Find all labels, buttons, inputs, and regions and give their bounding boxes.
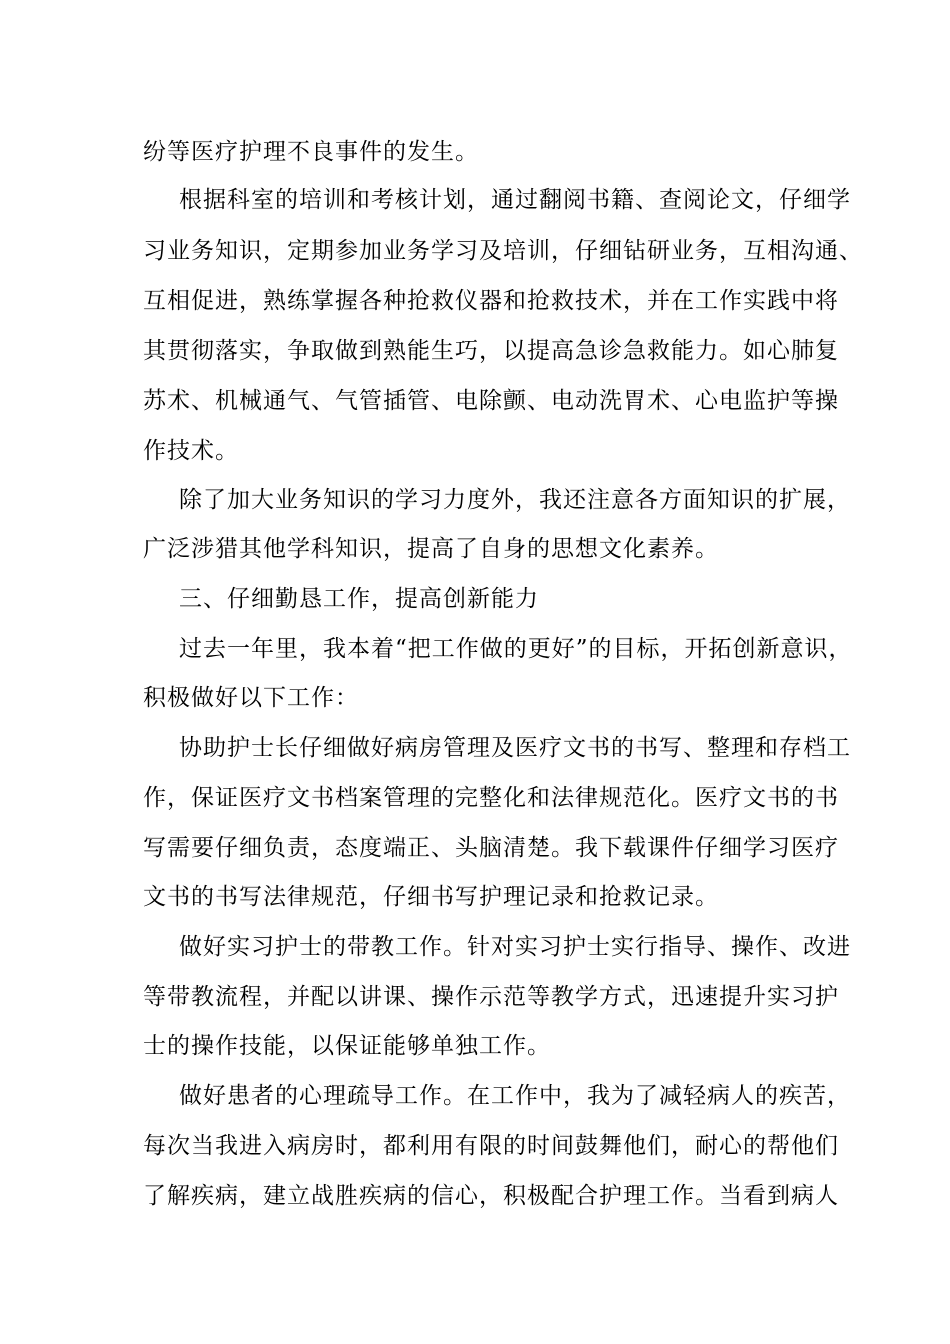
paragraph-start: 做好患者的心理疏导工作。在工作中，我为了减轻病人的疾苦， [179, 1083, 851, 1109]
text-line: 苏术、机械通气、气管插管、电除颤、电动洗胃术、心电监护等操 [143, 388, 839, 414]
text-line: 广泛涉猎其他学科知识，提高了自身的思想文化素养。 [143, 536, 719, 562]
paragraph-start: 做好实习护士的带教工作。针对实习护士实行指导、操作、改进 [179, 934, 851, 960]
text-line: 纷等医疗护理不良事件的发生。 [143, 139, 479, 165]
text-line: 等带教流程，并配以讲课、操作示范等教学方式，迅速提升实习护 [143, 984, 839, 1010]
text-line: 其贯彻落实，争取做到熟能生巧，以提高急诊急救能力。如心肺复 [143, 338, 839, 364]
text-line: 文书的书写法律规范，仔细书写护理记录和抢救记录。 [143, 884, 719, 910]
section-heading: 三、仔细勤恳工作，提高创新能力 [179, 586, 539, 612]
paragraph-start: 根据科室的培训和考核计划，通过翻阅书籍、查阅论文，仔细学 [179, 187, 851, 213]
paragraph-start: 协助护士长仔细做好病房管理及医疗文书的书写、整理和存档工 [179, 735, 851, 761]
text-line: 互相促进，熟练掌握各种抢救仪器和抢救技术，并在工作实践中将 [143, 288, 839, 314]
text-line: 了解疾病，建立战胜疾病的信心，积极配合护理工作。当看到病人 [143, 1183, 839, 1209]
paragraph-start: 过去一年里，我本着“把工作做的更好”的目标，开拓创新意识， [179, 636, 853, 662]
text-line: 士的操作技能，以保证能够单独工作。 [143, 1033, 551, 1059]
text-line: 习业务知识，定期参加业务学习及培训，仔细钻研业务，互相沟通、 [143, 238, 863, 264]
text-line: 每次当我进入病房时，都利用有限的时间鼓舞他们，耐心的帮他们 [143, 1133, 839, 1159]
paragraph-start: 除了加大业务知识的学习力度外，我还注意各方面知识的扩展， [179, 487, 851, 513]
text-line: 写需要仔细负责，态度端正、头脑清楚。我下载课件仔细学习医疗 [143, 835, 839, 861]
text-line: 积极做好以下工作： [143, 685, 359, 711]
text-line: 作技术。 [143, 438, 239, 464]
text-line: 作，保证医疗文书档案管理的完整化和法律规范化。医疗文书的书 [143, 785, 839, 811]
